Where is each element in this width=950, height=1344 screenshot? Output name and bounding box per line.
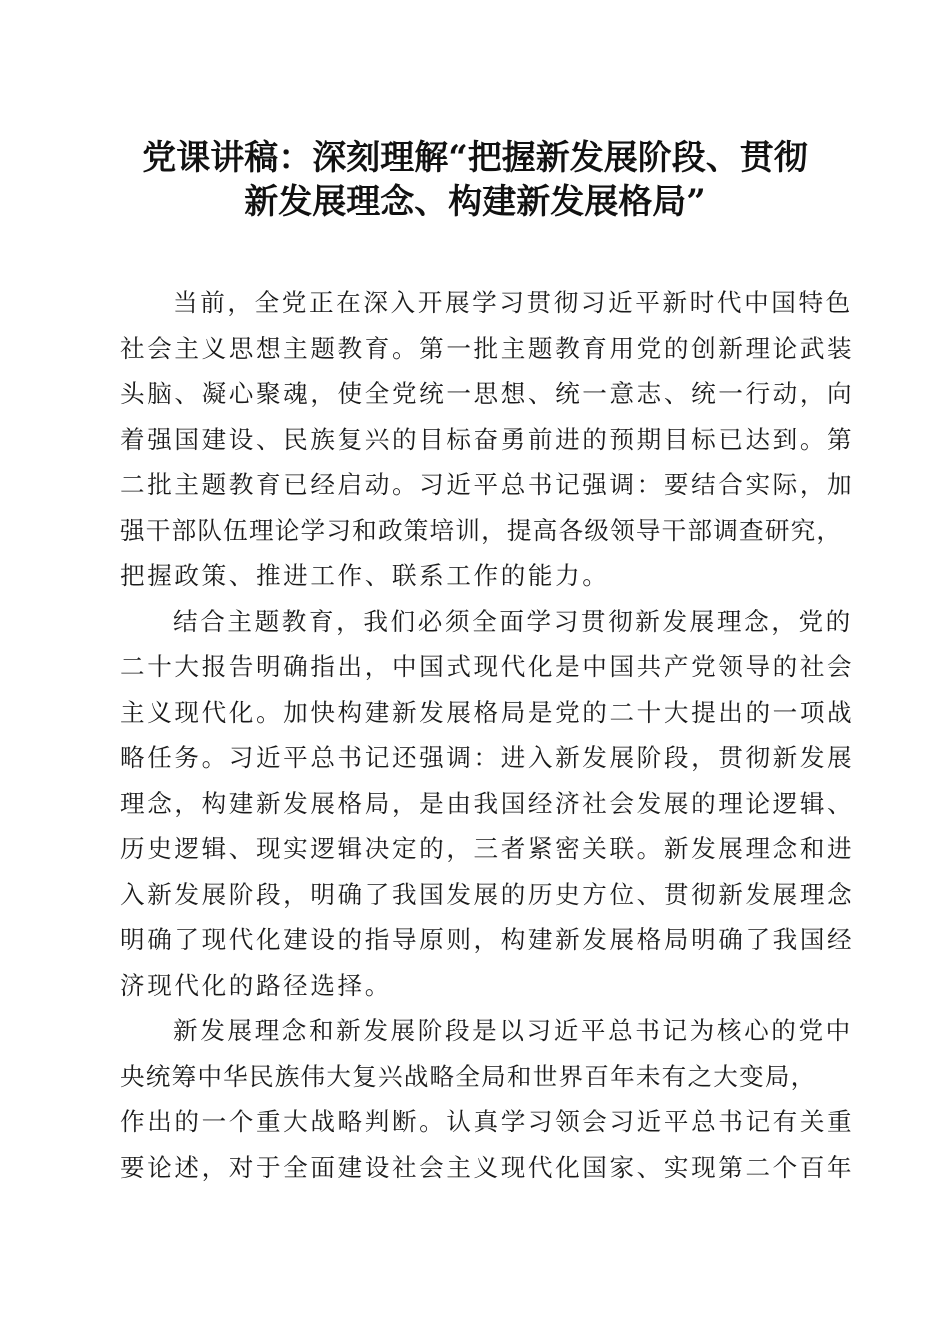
text-line: 略任务。习近平总书记还强调：进入新发展阶段，贯彻新发展 <box>120 743 855 772</box>
text-line: 历史逻辑、现实逻辑决定的，三者紧密关联。新发展理念和进 <box>120 834 855 863</box>
text-line: 主义现代化。加快构建新发展格局是党的二十大提出的一项战 <box>120 697 855 727</box>
text-line: 明确了现代化建设的指导原则，构建新发展格局明确了我国经 <box>120 925 855 954</box>
text-line: 新发展理念和新发展阶段是以习近平总书记为核心的党中 <box>173 1016 853 1045</box>
text-line: 二十大报告明确指出，中国式现代化是中国共产党领导的社会 <box>120 652 855 681</box>
paragraph-2 <box>120 599 855 1009</box>
paragraph-1 <box>120 280 855 599</box>
text-line: 当前，全党正在深入开展学习贯彻习近平新时代中国特色 <box>173 288 853 317</box>
text-line: 要论述，对于全面建设社会主义现代化国家、实现第二个百年 <box>120 1152 855 1182</box>
document-body <box>120 280 855 1190</box>
paragraph-3 <box>120 1008 855 1190</box>
text-line: 头脑、凝心聚魂，使全党统一思想、统一意志、统一行动，向 <box>120 379 855 408</box>
text-line: 央统筹中华民族伟大复兴战略全局和世界百年未有之大变局， <box>120 1061 817 1091</box>
text-line: 济现代化的路径选择。 <box>120 970 392 1000</box>
text-line: 作出的一个重大战略判断。认真学习领会习近平总书记有关重 <box>120 1107 855 1136</box>
text-line: 社会主义思想主题教育。第一批主题教育用党的创新理论武装 <box>120 333 855 363</box>
text-line: 着强国建设、民族复兴的目标奋勇前进的预期目标已达到。第 <box>120 424 855 454</box>
text-line: 理念，构建新发展格局，是由我国经济社会发展的理论逻辑、 <box>120 788 855 818</box>
text-line: 结合主题教育，我们必须全面学习贯彻新发展理念，党的 <box>173 606 853 636</box>
text-line: 强干部队伍理论学习和政策培训，提高各级领导干部调查研究， <box>120 515 843 545</box>
text-line: 二批主题教育已经启动。习近平总书记强调：要结合实际，加 <box>120 470 855 499</box>
title-line: 新发展理念、构建新发展格局” <box>244 182 706 222</box>
text-line: 入新发展阶段，明确了我国发展的历史方位、贯彻新发展理念 <box>120 879 855 909</box>
document-title <box>100 136 850 224</box>
text-line: 把握政策、推进工作、联系工作的能力。 <box>120 561 610 590</box>
title-line: 党课讲稿：深刻理解“把握新发展阶段、贯彻 <box>142 138 808 178</box>
